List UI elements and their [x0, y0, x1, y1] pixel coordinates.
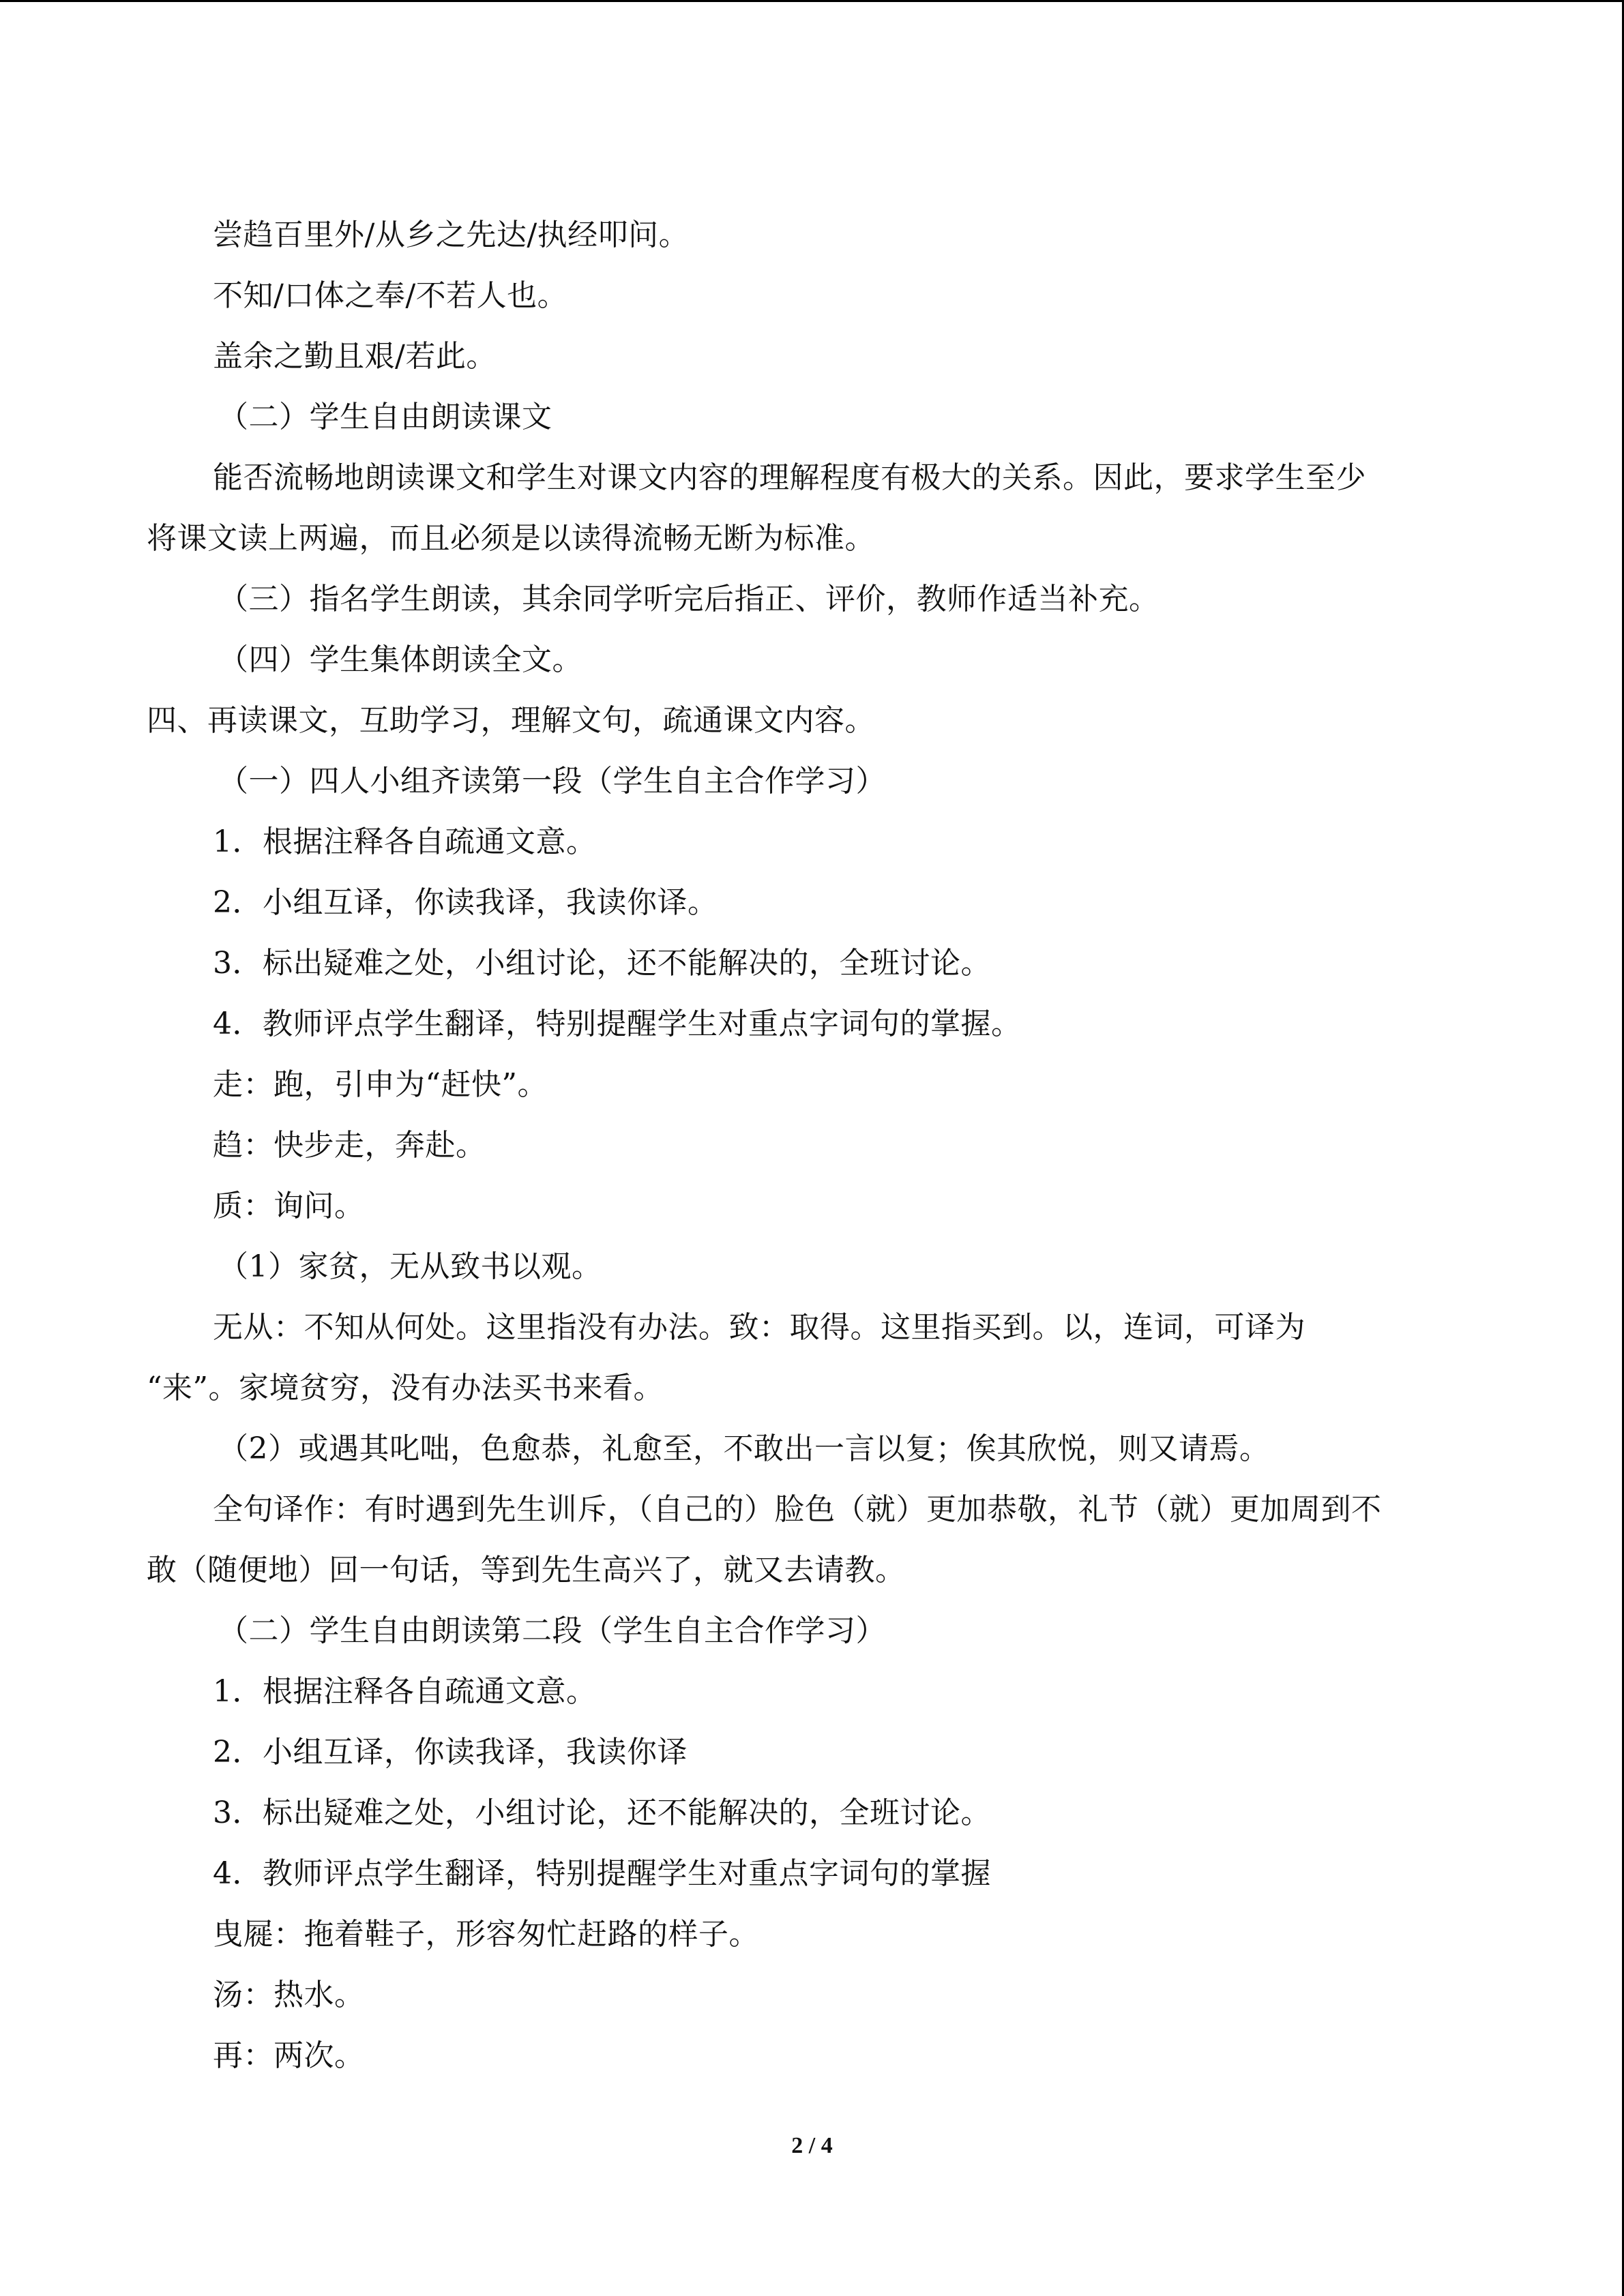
text-line: 4．教师评点学生翻译，特别提醒学生对重点字词句的掌握	[213, 1856, 991, 1891]
text-line: 4．教师评点学生翻译，特别提醒学生对重点字词句的掌握。	[213, 1007, 1022, 1041]
text-line: 能否流畅地朗读课文和学生对课文内容的理解程度有极大的关系。因此，要求学生至少	[213, 460, 1366, 495]
text-line: 曳屣：拖着鞋子，形容匆忙赶路的样子。	[213, 1917, 759, 1952]
text-line: 质：询问。	[213, 1189, 365, 1223]
page-number: 2 / 4	[791, 2133, 833, 2158]
text-line: 全句译作：有时遇到先生训斥，（自己的）脸色（就）更加恭敬，礼节（就）更加周到不	[213, 1492, 1382, 1527]
text-line: （一）四人小组齐读第一段（学生自主合作学习）	[218, 764, 886, 799]
text-line: 不知/口体之奉/不若人也。	[213, 278, 568, 313]
text-line: 1．根据注释各自疏通文意。	[213, 1674, 597, 1709]
page-top-border	[0, 0, 1624, 2]
text-line: 再：两次。	[213, 2038, 365, 2073]
text-line: 2．小组互译，你读我译，我读你译	[213, 1735, 688, 1770]
text-line: 2．小组互译，你读我译，我读你译。	[213, 885, 718, 920]
text-line: （四）学生集体朗读全文。	[218, 642, 582, 677]
text-line: 盖余之勤且艰/若此。	[213, 339, 497, 374]
text-line: 敢（随便地）回一句话，等到先生高兴了，就又去请教。	[147, 1553, 906, 1587]
text-line: 趋：快步走，奔赴。	[213, 1128, 486, 1163]
document-body	[147, 205, 1483, 2086]
text-line: 3．标出疑难之处，小组讨论，还不能解决的，全班讨论。	[213, 1795, 991, 1830]
text-line: “来”。家境贫穷，没有办法买书来看。	[147, 1371, 664, 1405]
text-line: 1．根据注释各自疏通文意。	[213, 824, 597, 859]
text-line: 尝趋百里外/从乡之先达/执经叩问。	[213, 218, 690, 252]
text-line: 3．标出疑难之处，小组讨论，还不能解决的，全班讨论。	[213, 946, 991, 981]
text-line: 汤：热水。	[213, 1978, 365, 2012]
text-line: 四、再读课文，互助学习，理解文句，疏通课文内容。	[147, 703, 875, 738]
text-line: （二）学生自由朗读课文	[218, 400, 552, 434]
text-line: 无从：不知从何处。这里指没有办法。致：取得。这里指买到。以，连词，可译为	[213, 1310, 1305, 1345]
text-line: （1）家贫，无从致书以观。	[218, 1249, 602, 1284]
text-line: （三）指名学生朗读，其余同学听完后指正、评价，教师作适当补充。	[218, 582, 1160, 616]
text-line: （2）或遇其叱咄，色愈恭，礼愈至，不敢出一言以复；俟其欣悦，则又请焉。	[218, 1431, 1270, 1466]
text-line: 走：跑，引申为“赶快”。	[213, 1067, 548, 1102]
text-line: （二）学生自由朗读第二段（学生自主合作学习）	[218, 1613, 886, 1648]
text-line: 将课文读上两遍，而且必须是以读得流畅无断为标准。	[147, 521, 875, 556]
